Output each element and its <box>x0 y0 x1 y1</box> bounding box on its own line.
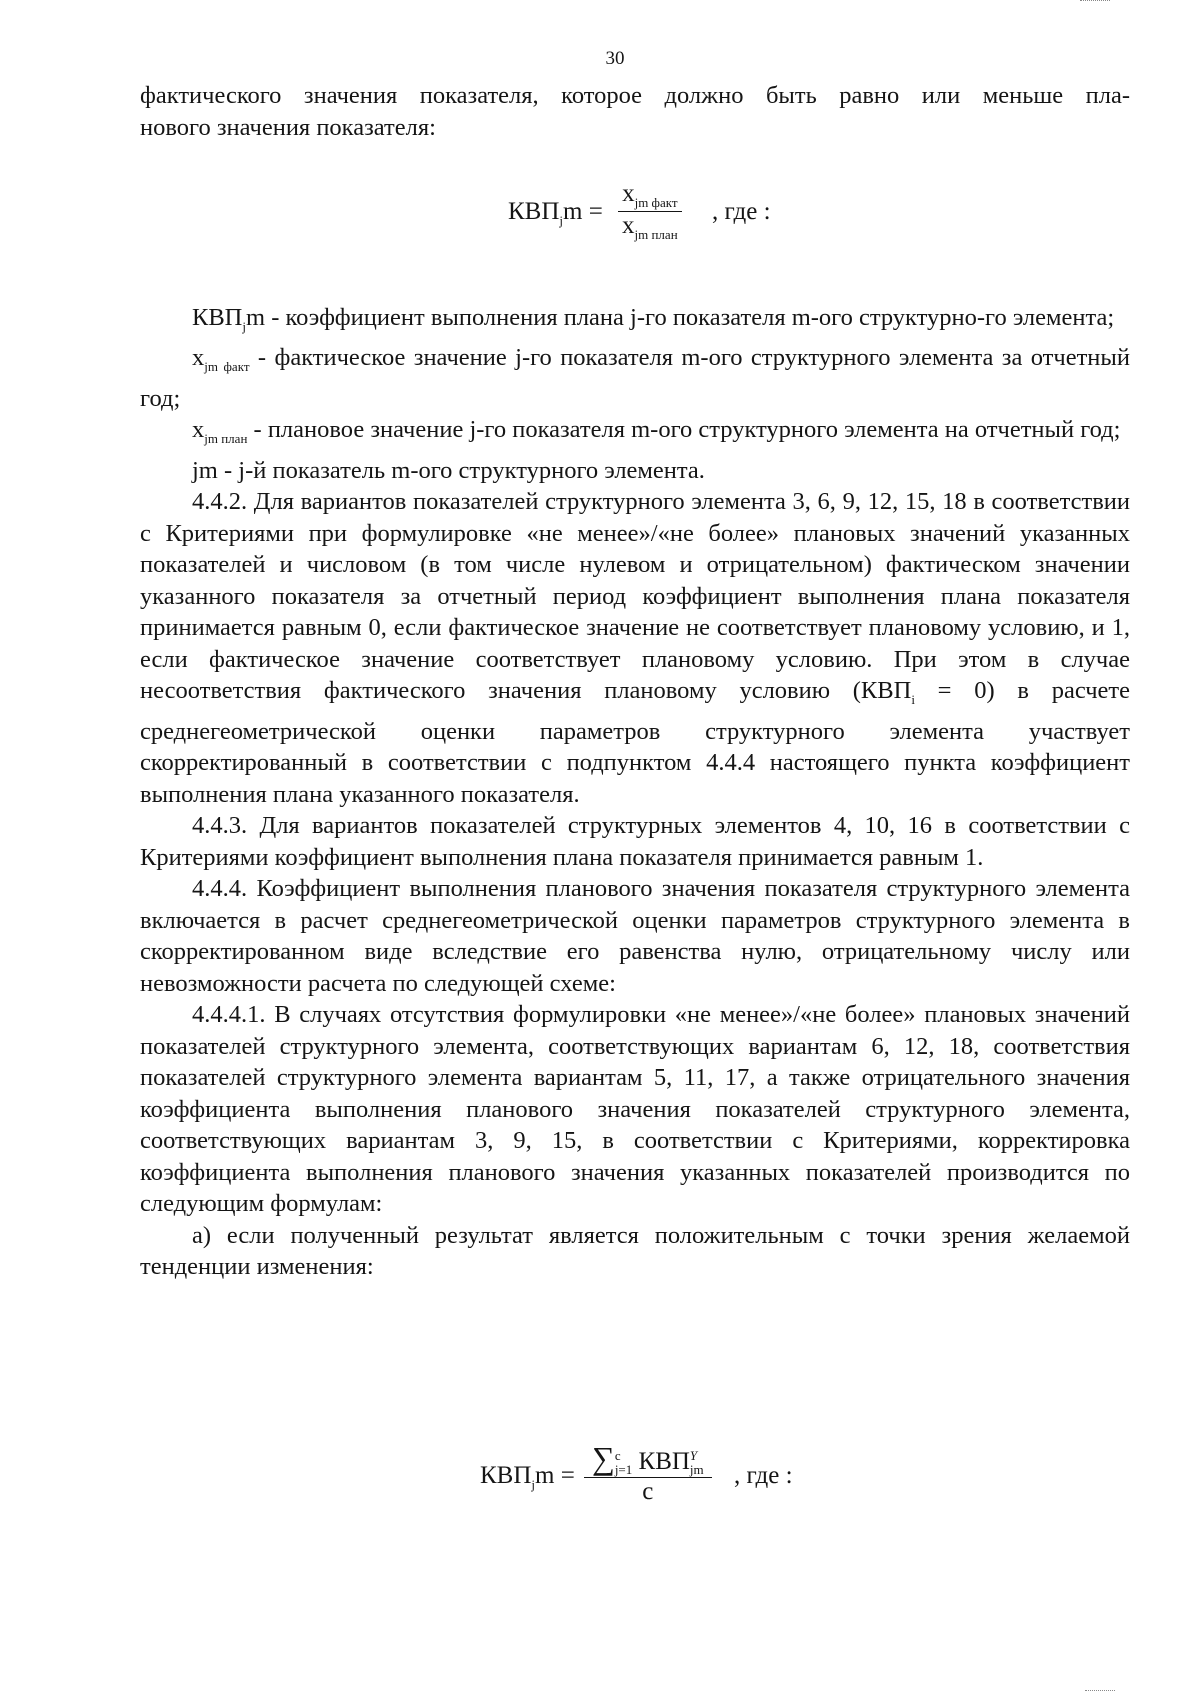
formula2-numerator <box>584 1440 712 1478</box>
formula1-num-var: x <box>622 180 635 207</box>
paragraph-a: а) если полученный результат является положительным с точки зрения желаемой тенденции изменения: <box>140 1221 1130 1281</box>
formula2-term: КВП <box>638 1448 690 1475</box>
paragraph-4-4-4: 4.4.4. Коэффициент выполнения планового значения показателя структурного элемента включается в расчет среднегеометрической оценки параметров структурного элемента в скорректированном виде вследствие его равенства нулю, отрицательному числу или невозможности расчета по следующей схеме: <box>140 875 1130 997</box>
term-subscript: jm <box>689 1462 704 1478</box>
term-indices <box>690 1449 704 1477</box>
formula1-numerator <box>618 180 682 212</box>
formula1-denominator <box>618 212 682 243</box>
scan-edge-mark <box>1080 0 1110 9</box>
paragraph-4-4-2-sub: i <box>911 692 915 708</box>
definition-text: - коэффициент выполнения плана j-го показателя m-ого структурно-го элемента; <box>265 304 1115 331</box>
formula2-denominator: c <box>642 1478 654 1506</box>
definition-term: КВП <box>192 304 243 331</box>
definition-x-plan <box>140 414 1130 454</box>
formula1-lhs-tail: m = <box>563 198 603 225</box>
paragraph-4-4-2-before: 4.4.2. Для вариантов показателей структурного элемента 3, 6, 9, 12, 15, 18 в соответствии с Критериями при формулировке «не менее»/«не более» плановых значений указанных показателей и числовом (в том числе нулевом и отрицательном) фактическом значении указанного показателя за отчетный период коэффициент выполнения плана показателя принимается равным 0, если фактическое значение не соответствует плановому условию, и 1, если фактическое значение соответствует плановому условию. При этом в случае несоответствия фактического значения плановому условию (КВП <box>140 488 1130 705</box>
paragraph-4-4-4-1: 4.4.4.1. В случаях отсутствия формулировки «не менее»/«не более» плановых значений показателей структурного элемента, соответствующих вариантам 6, 12, 18, соответствия показателей структурного элемента вариантам 5, 11, 17, а также отрицательного значения коэффициента выполнения планового значения показателей структурного элемента, соответствующих вариантам 3, 9, 15, в соответствии с Критериями, корректировка коэффициента выполнения планового значения указанных показателей производится по следующим формулам: <box>140 1001 1130 1218</box>
definition-text: - j-й показатель m-ого структурного элемента. <box>217 456 705 484</box>
definition-term-sub: jm план <box>204 431 248 447</box>
definition-text: - фактическое значение j-го показателя m-ого структурного элемента за отчетный год; <box>140 344 1130 412</box>
body-text <box>140 302 1130 1283</box>
paragraph-4-4-3: 4.4.3. Для вариантов показателей структурных элементов 4, 10, 16 в соответствии с Критериями коэффициент выполнения плана показателя принимается равным 1. <box>140 812 1130 871</box>
formula1-fraction <box>618 180 682 243</box>
sigma-upper-limit: c <box>614 1448 621 1464</box>
formula2-fraction <box>584 1440 712 1506</box>
formula1-lhs-sub: j <box>559 213 564 228</box>
formula2-lhs-symbol: КВП <box>480 1462 532 1489</box>
definition-term: jm <box>192 456 218 484</box>
definition-kvp <box>140 302 1130 342</box>
term-superscript: Y <box>689 1448 698 1464</box>
definition-x-fact <box>140 342 1130 414</box>
scan-edge-mark <box>1085 1690 1115 1699</box>
formula2-suffix: , где : <box>734 1462 793 1489</box>
formula2-lhs-tail: m = <box>535 1462 575 1489</box>
formula1-den-var: x <box>622 212 635 239</box>
formula1-suffix: , где : <box>712 198 771 225</box>
definition-term: x <box>192 344 205 372</box>
page-number: 30 <box>605 48 625 69</box>
intro-line: фактического значения показателя, которое должно быть равно или меньше пла- <box>140 82 1130 109</box>
formula2-lhs <box>480 1462 575 1493</box>
definition-jm <box>140 455 1130 487</box>
definition-text: - плановое значение j-го показателя m-ого структурного элемента на отчетный год; <box>247 416 1121 444</box>
formula2-lhs-sub: j <box>531 1477 536 1492</box>
intro-paragraph <box>140 80 1130 143</box>
definition-term: x <box>192 416 205 444</box>
formula1-lhs <box>508 198 603 229</box>
definition-term-sub: jm факт <box>204 359 250 375</box>
formula1-num-sub: jm факт <box>634 195 678 210</box>
intro-line: нового значения показателя: <box>140 113 436 141</box>
sigma-limits <box>615 1449 632 1477</box>
sigma-lower-limit: j=1 <box>614 1462 633 1478</box>
definition-term-tail: m <box>246 304 266 331</box>
paragraph-4-4-2-after: = 0) в расчете среднегеометрической оценки параметров структурного элемента участвует скорректированный в соответствии с подпунктом 4.4.4 настоящего пункта коэффициент выполнения плана указанного показателя. <box>140 677 1130 808</box>
sigma-symbol: ∑ <box>592 1440 615 1476</box>
formula1-den-sub: jm план <box>634 227 678 242</box>
formula1-lhs-symbol: КВП <box>508 198 560 225</box>
paragraph-4-4-2 <box>140 486 1130 810</box>
definition-term-sub: j <box>242 318 247 334</box>
